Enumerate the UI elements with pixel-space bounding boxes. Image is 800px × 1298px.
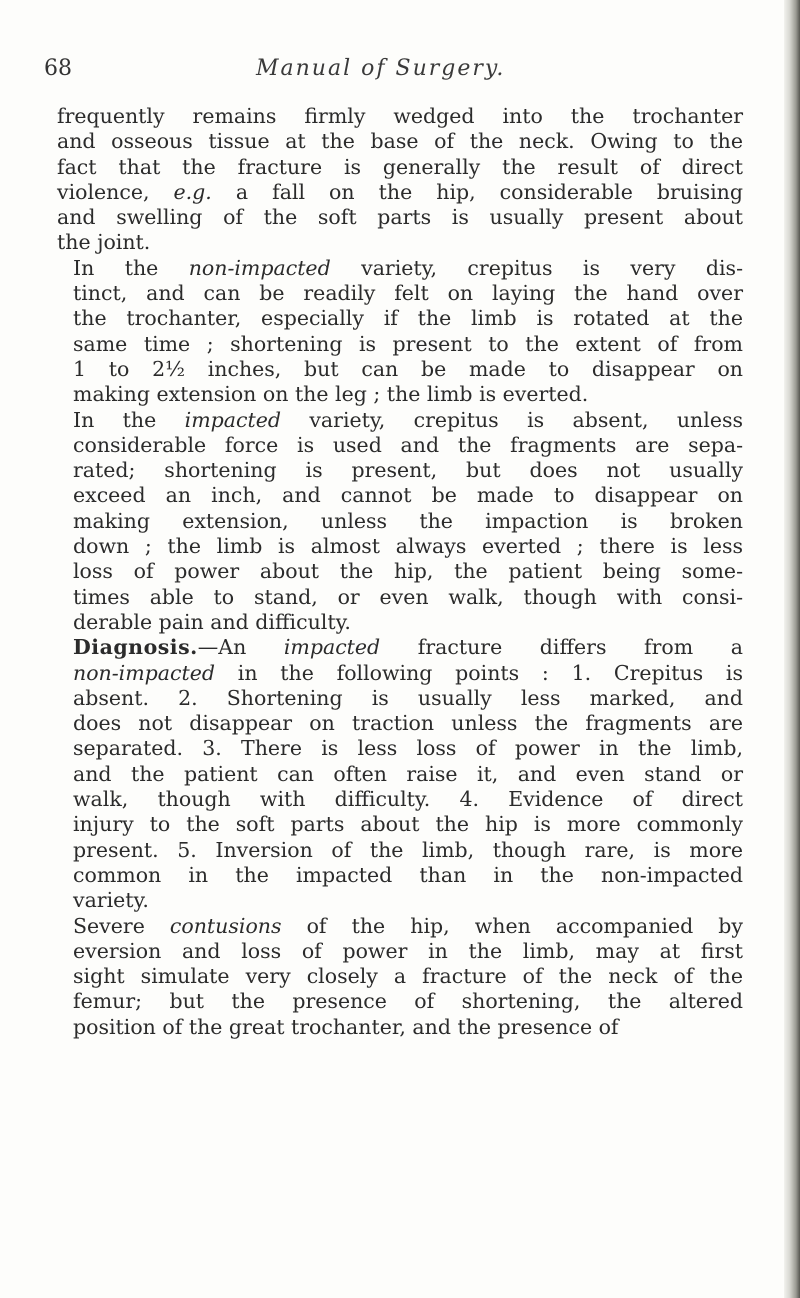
text-line: Severe contusions of the hip, when accompanied by — [73, 913, 743, 938]
section-heading-diagnosis: Diagnosis. — [73, 635, 198, 660]
running-head — [44, 56, 744, 86]
text-line: and the patient can often raise it, and even stand or — [73, 761, 743, 786]
italic-term: e.g. — [173, 179, 212, 204]
paragraph — [57, 256, 743, 408]
text-line: and swelling of the soft parts is usually present about — [57, 205, 743, 230]
text-line: In the non-impacted variety, crepitus is very dis- — [73, 255, 744, 280]
text-line: making extension on the leg ; the limb is everted. — [73, 382, 589, 407]
text-line: walk, though with difficulty. 4. Evidence of direct — [73, 787, 743, 812]
text-line: absent. 2. Shortening is usually less marked, and — [73, 685, 743, 710]
text-line: present. 5. Inversion of the limb, though rare, is more — [73, 837, 743, 862]
text-line: the trochanter, especially if the limb is rotated at the — [73, 306, 743, 331]
text-line: variety. — [73, 888, 149, 913]
text-line: common in the impacted than in the non-impacted — [73, 862, 743, 887]
text-line: frequently remains firmly wedged into the trochanter — [57, 104, 743, 128]
text-line: injury to the soft parts about the hip is more commonly — [73, 812, 743, 837]
italic-term: impacted — [184, 407, 281, 432]
text-line: times able to stand, or even walk, though with consi- — [73, 584, 743, 609]
page-number: 68 — [44, 56, 72, 81]
text-line: tinct, and can be readily felt on laying the hand over — [73, 281, 743, 306]
text-line: the joint. — [57, 230, 151, 255]
paragraph — [57, 635, 743, 913]
text-line: rated; shortening is present, but does not usually — [73, 458, 743, 483]
running-head-title: Manual of Surgery. — [256, 56, 506, 81]
text-line: In the impacted variety, crepitus is absent, unless — [73, 407, 743, 432]
text-line: derable pain and difficulty. — [73, 609, 351, 634]
text-line: down ; the limb is almost always everted ; there is less — [73, 534, 743, 559]
text-line: 1 to 2½ inches, but can be made to disappear on — [73, 356, 743, 381]
text-line: loss of power about the hip, the patient being some- — [73, 559, 743, 584]
text-line: same time ; shortening is present to the extent of from — [73, 331, 743, 356]
text-line: position of the great trochanter, and the presence of — [73, 1014, 619, 1039]
text-line: femur; but the presence of shortening, the altered — [73, 989, 743, 1014]
text-run: —An impacted fracture differs from a — [197, 635, 743, 660]
text-line: eversion and loss of power in the limb, may at first — [73, 938, 743, 963]
text-line: violence, e.g. a fall on the hip, considerable bruising — [57, 179, 743, 204]
text-line: separated. 3. There is less loss of power in the limb, — [73, 736, 743, 761]
italic-term: non-impacted — [73, 660, 215, 685]
paragraph — [57, 104, 743, 256]
body-text — [57, 104, 743, 1040]
text-line: and osseous tissue at the base of the neck. Owing to the — [57, 129, 743, 154]
text-line: exceed an inch, and cannot be made to disappear on — [73, 483, 743, 508]
text-line — [57, 635, 743, 660]
italic-term: impacted — [283, 635, 381, 660]
paragraph — [57, 408, 743, 636]
italic-term: contusions — [169, 913, 282, 938]
text-line: fact that the fracture is generally the result of direct — [57, 154, 743, 179]
italic-term: non-impacted — [188, 255, 331, 280]
text-line: sight simulate very closely a fracture of the neck of the — [73, 964, 743, 989]
page-spine-shadow — [784, 0, 800, 1298]
text-line: does not disappear on traction unless the fragments are — [73, 711, 743, 736]
text-line: making extension, unless the impaction is broken — [73, 508, 743, 533]
text-line: considerable force is used and the fragments are sepa- — [73, 432, 743, 457]
text-line: non-impacted in the following points : 1. Crepitus is — [73, 660, 743, 685]
paragraph — [57, 914, 743, 1040]
